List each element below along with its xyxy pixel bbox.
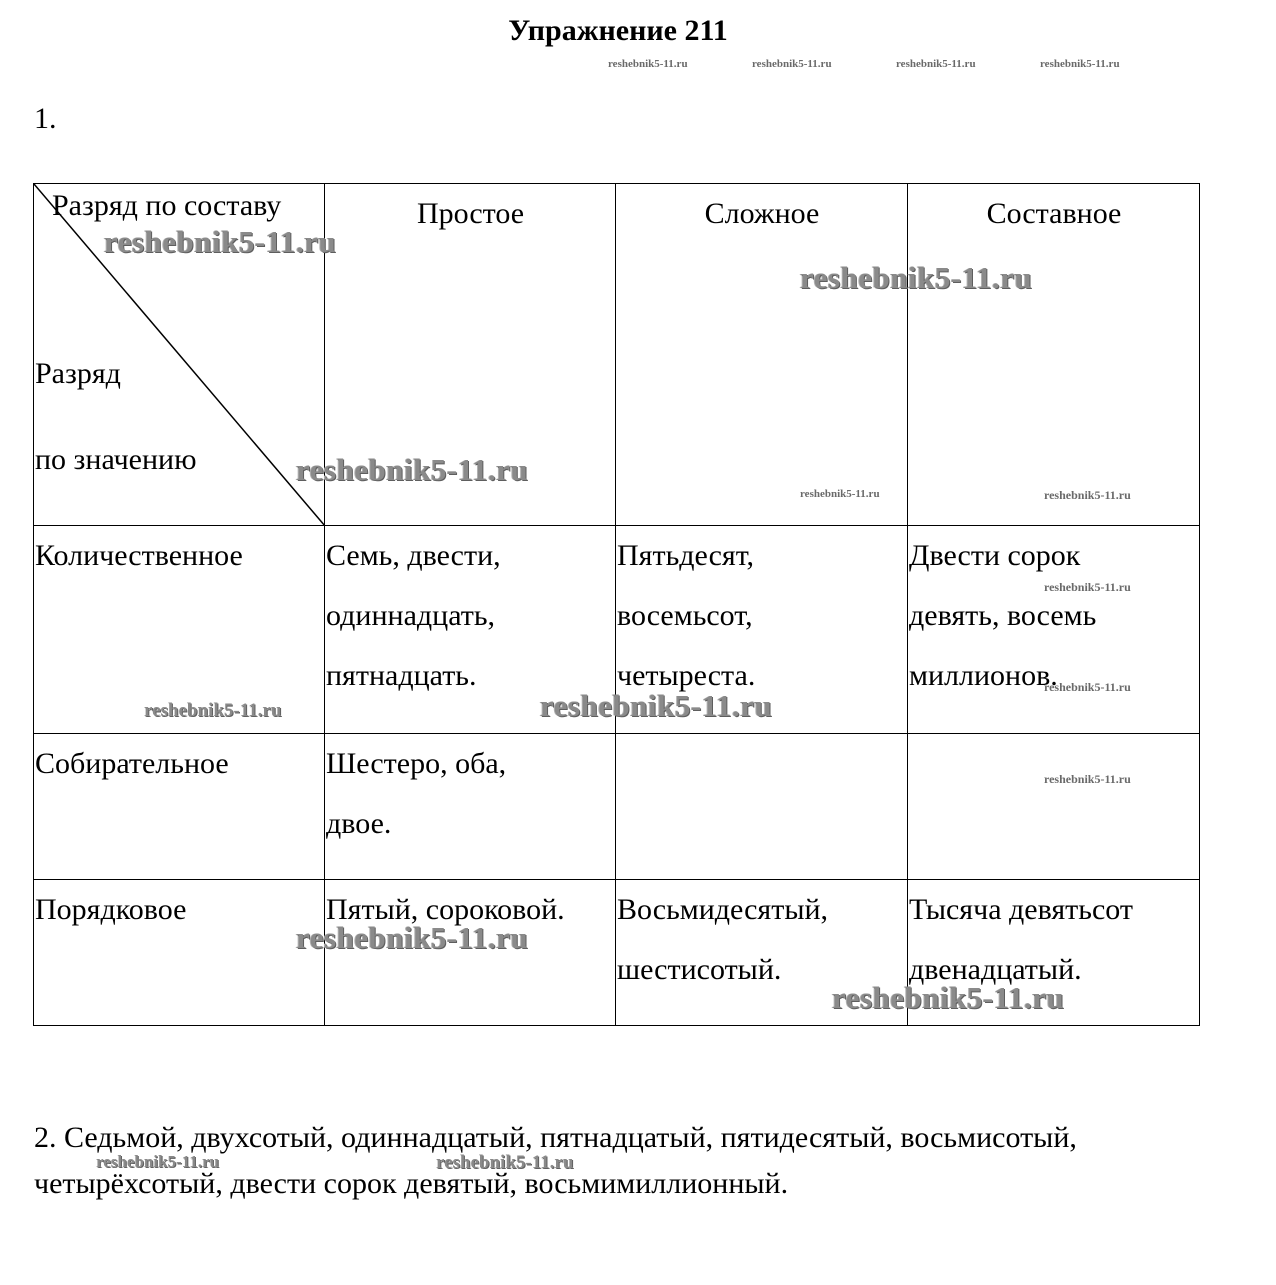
- table-cell: Восьмидесятый, шестисотый.: [616, 880, 908, 1026]
- section-2-text: 2. Седьмой, двухсотый, одиннадцатый, пятнадцатый, пятидесятый, восьмисотый, четырёхсотый, двести сорок девятый, восьмимиллионный.: [34, 1121, 1077, 1200]
- watermark: reshebnik5-11.ru: [896, 58, 976, 70]
- table-cell: Двести сорок девять, восемь миллионов.: [908, 526, 1200, 734]
- watermark: reshebnik5-11.ru: [296, 920, 529, 955]
- table-cell: [908, 734, 1200, 880]
- watermark: reshebnik5-11.ru: [96, 1152, 219, 1171]
- watermark: reshebnik5-11.ru: [1044, 680, 1131, 694]
- watermark: reshebnik5-11.ru: [1044, 488, 1131, 502]
- watermark: reshebnik5-11.ru: [104, 224, 337, 259]
- row-label: Количественное: [34, 526, 325, 734]
- table-cell: Семь, двести, одиннадцать, пятнадцать.: [325, 526, 616, 734]
- row-label: Порядковое: [34, 880, 325, 1026]
- table-cell: Пятый, сороковой.: [325, 880, 616, 1026]
- table-cell: [616, 734, 908, 880]
- watermark: reshebnik5-11.ru: [1044, 580, 1131, 594]
- corner-top-label: Разряд по составу: [52, 189, 282, 222]
- table-cell: Шестеро, оба, двое.: [325, 734, 616, 880]
- table-cell: Тысяча девятьсот двенадцатый.: [908, 880, 1200, 1026]
- watermark: reshebnik5-11.ru: [800, 488, 880, 500]
- watermark: reshebnik5-11.ru: [1044, 772, 1131, 786]
- numerals-table: [33, 183, 1200, 1026]
- row-label: Собирательное: [34, 734, 325, 880]
- watermark: reshebnik5-11.ru: [296, 452, 529, 487]
- exercise-title: Упражнение 211: [508, 14, 728, 47]
- watermark: reshebnik5-11.ru: [436, 1152, 574, 1173]
- watermark: reshebnik5-11.ru: [752, 58, 832, 70]
- column-header-compound: Составное: [908, 184, 1200, 526]
- watermark: reshebnik5-11.ru: [144, 700, 282, 721]
- watermark: reshebnik5-11.ru: [800, 260, 1033, 295]
- watermark: reshebnik5-11.ru: [1040, 58, 1120, 70]
- watermark: reshebnik5-11.ru: [540, 688, 773, 723]
- column-header-complex: Сложное: [616, 184, 908, 526]
- corner-bottom-label-line2: по значению: [35, 443, 197, 476]
- column-header-simple: Простое: [325, 184, 616, 526]
- watermark: reshebnik5-11.ru: [608, 58, 688, 70]
- corner-bottom-label-line1: Разряд: [35, 357, 121, 390]
- table-row: [34, 734, 1200, 880]
- watermark: reshebnik5-11.ru: [832, 980, 1065, 1015]
- table-cell: Пятьдесят, восемьсот, четыреста.: [616, 526, 908, 734]
- section-1-label: 1.: [34, 102, 57, 135]
